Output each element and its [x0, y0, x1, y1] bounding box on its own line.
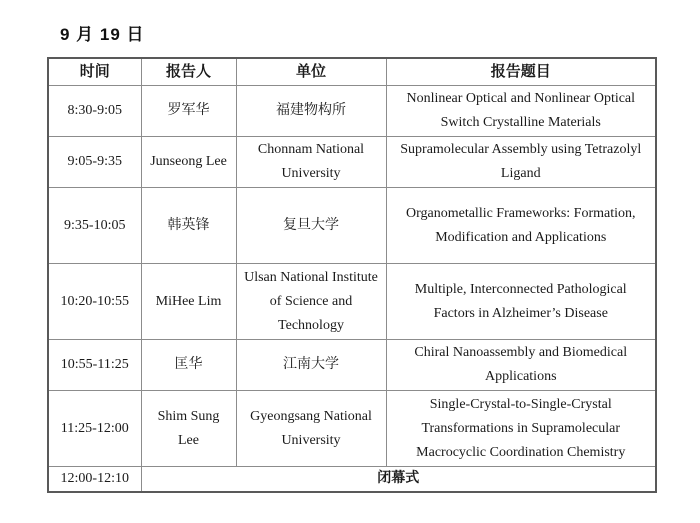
header-row: [48, 58, 656, 86]
title-cell: Multiple, Interconnected Pathological Factors in Alzheimer’s Disease: [386, 264, 656, 340]
time-cell: 9:35-10:05: [48, 188, 141, 264]
speaker-cell: Junseong Lee: [141, 137, 236, 188]
affiliation-cell: Chonnam National University: [236, 137, 386, 188]
affiliation-cell: 福建物构所: [236, 86, 386, 137]
header-time: 时间: [48, 58, 141, 86]
table-row: [48, 264, 656, 340]
time-cell: 9:05-9:35: [48, 137, 141, 188]
table-row: [48, 391, 656, 467]
header-title: 报告题目: [386, 58, 656, 86]
table-row: [48, 188, 656, 264]
affiliation-cell: 复旦大学: [236, 188, 386, 264]
title-cell: Single-Crystal-to-Single-Crystal Transformations in Supramolecular Macrocyclic Coordination Chemistry: [386, 391, 656, 467]
closing-row: [48, 467, 656, 493]
schedule-table: [47, 57, 657, 493]
header-affiliation: 单位: [236, 58, 386, 86]
title-cell: Organometallic Frameworks: Formation, Modification and Applications: [386, 188, 656, 264]
speaker-cell: 匡华: [141, 340, 236, 391]
time-cell: 10:20-10:55: [48, 264, 141, 340]
title-cell: Chiral Nanoassembly and Biomedical Applications: [386, 340, 656, 391]
affiliation-cell: 江南大学: [236, 340, 386, 391]
title-cell: Nonlinear Optical and Nonlinear Optical Switch Crystalline Materials: [386, 86, 656, 137]
speaker-cell: 罗军华: [141, 86, 236, 137]
closing-label-cell: 闭幕式: [141, 467, 656, 493]
header-speaker: 报告人: [141, 58, 236, 86]
time-cell: 10:55-11:25: [48, 340, 141, 391]
time-cell: 12:00-12:10: [48, 467, 141, 493]
time-cell: 11:25-12:00: [48, 391, 141, 467]
date-title: 9 月 19 日: [60, 25, 145, 44]
table-row: [48, 137, 656, 188]
speaker-cell: Shim Sung Lee: [141, 391, 236, 467]
affiliation-cell: Gyeongsang National University: [236, 391, 386, 467]
table-row: [48, 86, 656, 137]
speaker-cell: MiHee Lim: [141, 264, 236, 340]
time-cell: 8:30-9:05: [48, 86, 141, 137]
affiliation-cell: Ulsan National Institute of Science and Technology: [236, 264, 386, 340]
speaker-cell: 韩英锋: [141, 188, 236, 264]
table-row: [48, 340, 656, 391]
title-cell: Supramolecular Assembly using Tetrazolyl Ligand: [386, 137, 656, 188]
